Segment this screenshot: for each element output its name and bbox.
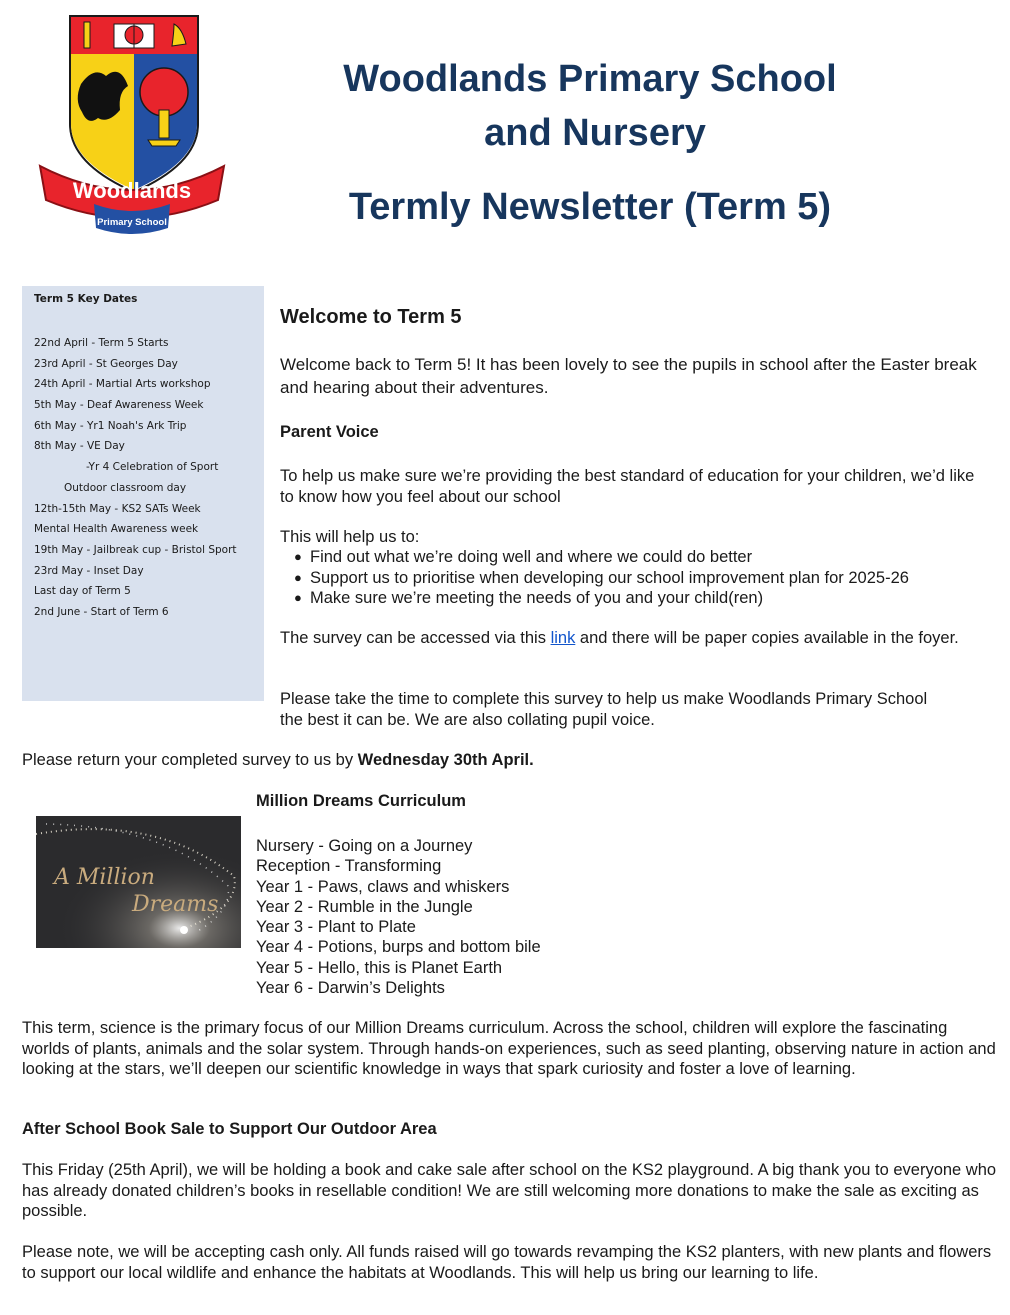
million-dreams-text: This term, science is the primary focus of our Million Dreams curriculum. Across the school, children will explore the fascinating worlds of plants, animals and the solar system. Through hands-on experiences, such as seed planting, observing nature in action and looking at the stars, we’ll deepen our scientific knowledge in ways that spark curiosity and foster a love of learning. (22, 1019, 996, 1078)
million-dreams-year-list (256, 836, 541, 998)
survey-link[interactable]: link (550, 629, 576, 647)
survey-text: The survey can be accessed via this link and there will be paper copies available in the foyer. (280, 629, 959, 647)
newsletter-title: Termly Newsletter (Term 5) (348, 186, 832, 228)
parent-voice-bullet: ● Make sure we’re meeting the needs of you and your child(ren) (294, 588, 909, 609)
school-name-line1: Woodlands Primary School (343, 58, 837, 100)
school-name-heading (270, 52, 910, 160)
key-date-item: 12th-15th May - KS2 SATs Week (34, 502, 201, 515)
school-name-line2: and Nursery (484, 112, 706, 154)
key-dates-panel (22, 286, 264, 701)
key-date-item: 24th April - Martial Arts workshop (34, 378, 211, 391)
image-text-line2: Dreams (132, 892, 219, 917)
parent-voice-lead: This will help us to: (280, 528, 420, 546)
book-sale-heading: After School Book Sale to Support Our Outdoor Area (22, 1120, 437, 1138)
return-date: Wednesday 30th April. (357, 751, 534, 769)
key-date-item: Last day of Term 5 (34, 585, 131, 598)
key-date-item: 8th May - VE Day (34, 440, 125, 453)
crest-sub-text: Primary School (97, 217, 167, 228)
year-topic-item: Year 2 - Rumble in the Jungle (256, 897, 473, 916)
key-date-item: 23rd April - St Georges Day (34, 357, 178, 370)
key-date-item: Mental Health Awareness week (34, 523, 199, 536)
year-topic-item: Year 4 - Potions, burps and bottom bile (256, 938, 541, 957)
key-date-item: 22nd April - Term 5 Starts (34, 337, 169, 349)
school-crest-logo (36, 14, 228, 236)
year-topic-item: Year 3 - Plant to Plate (256, 918, 416, 937)
return-survey-text: Please return your completed survey to us by Wednesday 30th April. (22, 751, 534, 769)
book-sale-text1: This Friday (25th April), we will be holding a book and cake sale after school on the KS2 playground. A big thank you to everyone who has already donated children’s books in resellable condition! We are still welcoming more donations to make the sale as exciting as possible. (22, 1161, 997, 1220)
key-date-item: 5th May - Deaf Awareness Week (34, 399, 204, 412)
key-date-item: Outdoor classroom day (64, 481, 187, 494)
crest-banner-text: Woodlands (72, 178, 192, 203)
key-date-item: 23rd May - Inset Day (34, 564, 144, 577)
parent-voice-bullet: ● Find out what we’re doing well and where we could do better (294, 547, 909, 568)
key-date-item: -Yr 4 Celebration of Sport (86, 461, 219, 474)
year-topic-item: Nursery - Going on a Journey (256, 837, 473, 855)
welcome-heading: Welcome to Term 5 (280, 306, 462, 328)
parent-voice-heading: Parent Voice (280, 423, 379, 441)
welcome-text: Welcome back to Term 5! It has been lovely to see the pupils in school after the Easter break and hearing about their adventures. (280, 355, 977, 397)
key-date-item: 2nd June - Start of Term 6 (34, 605, 169, 618)
book-sale-text2: Please note, we will be accepting cash only. All funds raised will go towards revamping the KS2 planters, with new plants and flowers to support our local wildlife and enhance the habitats at Woodlands. This will help us bring our learning to life. (22, 1243, 992, 1282)
million-dreams-heading: Million Dreams Curriculum (256, 792, 466, 810)
parent-voice-bullet: ● Support us to prioritise when developing our school improvement plan for 2025-26 (294, 568, 909, 589)
year-topic-item: Year 1 - Paws, claws and whiskers (256, 877, 510, 896)
key-date-item: 19th May - Jailbreak cup - Bristol Sport (34, 543, 237, 556)
million-dreams-image (36, 816, 241, 948)
year-topic-item: Reception - Transforming (256, 857, 442, 876)
survey-closing-text: Please take the time to complete this survey to help us make Woodlands Primary School the best it can be. We are also collating pupil voice. (280, 690, 928, 729)
year-topic-item: Year 6 - Darwin’s Delights (256, 979, 445, 998)
year-topic-item: Year 5 - Hello, this is Planet Earth (256, 958, 503, 977)
parent-voice-intro: To help us make sure we’re providing the best standard of education for your children, we’d like to know how you feel about our school (280, 467, 975, 506)
key-dates-list (34, 333, 237, 623)
parent-voice-bullets (294, 547, 909, 609)
key-date-item: 6th May - Yr1 Noah's Ark Trip (34, 419, 187, 432)
image-text-line1: A Million (54, 865, 155, 890)
key-dates-title: Term 5 Key Dates (34, 293, 138, 305)
